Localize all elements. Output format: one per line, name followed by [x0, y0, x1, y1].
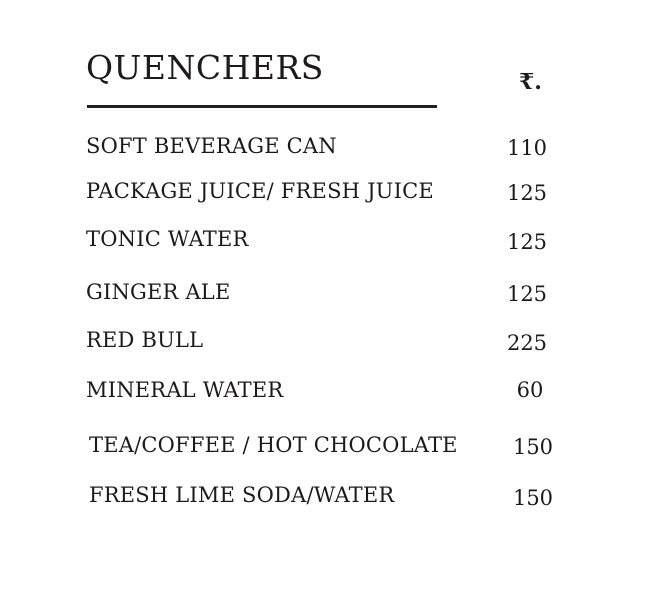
menu-item-name: SOFT BEVERAGE CAN: [86, 134, 337, 158]
menu-item-price: 150: [512, 486, 554, 510]
currency-label: ₹.: [519, 69, 542, 95]
section-title: QUENCHERS: [86, 48, 324, 87]
menu-item-name: PACKAGE JUICE/ FRESH JUICE: [86, 179, 434, 203]
menu-item-price: 125: [506, 230, 548, 254]
menu-item-price: 125: [506, 282, 548, 306]
menu-item-price: 125: [506, 181, 548, 205]
menu-item-name: TONIC WATER: [86, 227, 249, 251]
menu-item-name: GINGER ALE: [86, 280, 231, 304]
menu-item-name: TEA/COFFEE / HOT CHOCOLATE: [89, 433, 458, 457]
menu-item-price: 150: [512, 435, 554, 459]
menu-item-name: RED BULL: [86, 328, 204, 352]
menu-item-price: 225: [506, 331, 548, 355]
menu-item-price: 60: [516, 378, 544, 402]
menu-item-name: FRESH LIME SODA/WATER: [89, 483, 395, 507]
menu-item-name: MINERAL WATER: [86, 378, 284, 402]
menu-item-price: 110: [506, 136, 548, 160]
title-underline: [87, 105, 437, 108]
